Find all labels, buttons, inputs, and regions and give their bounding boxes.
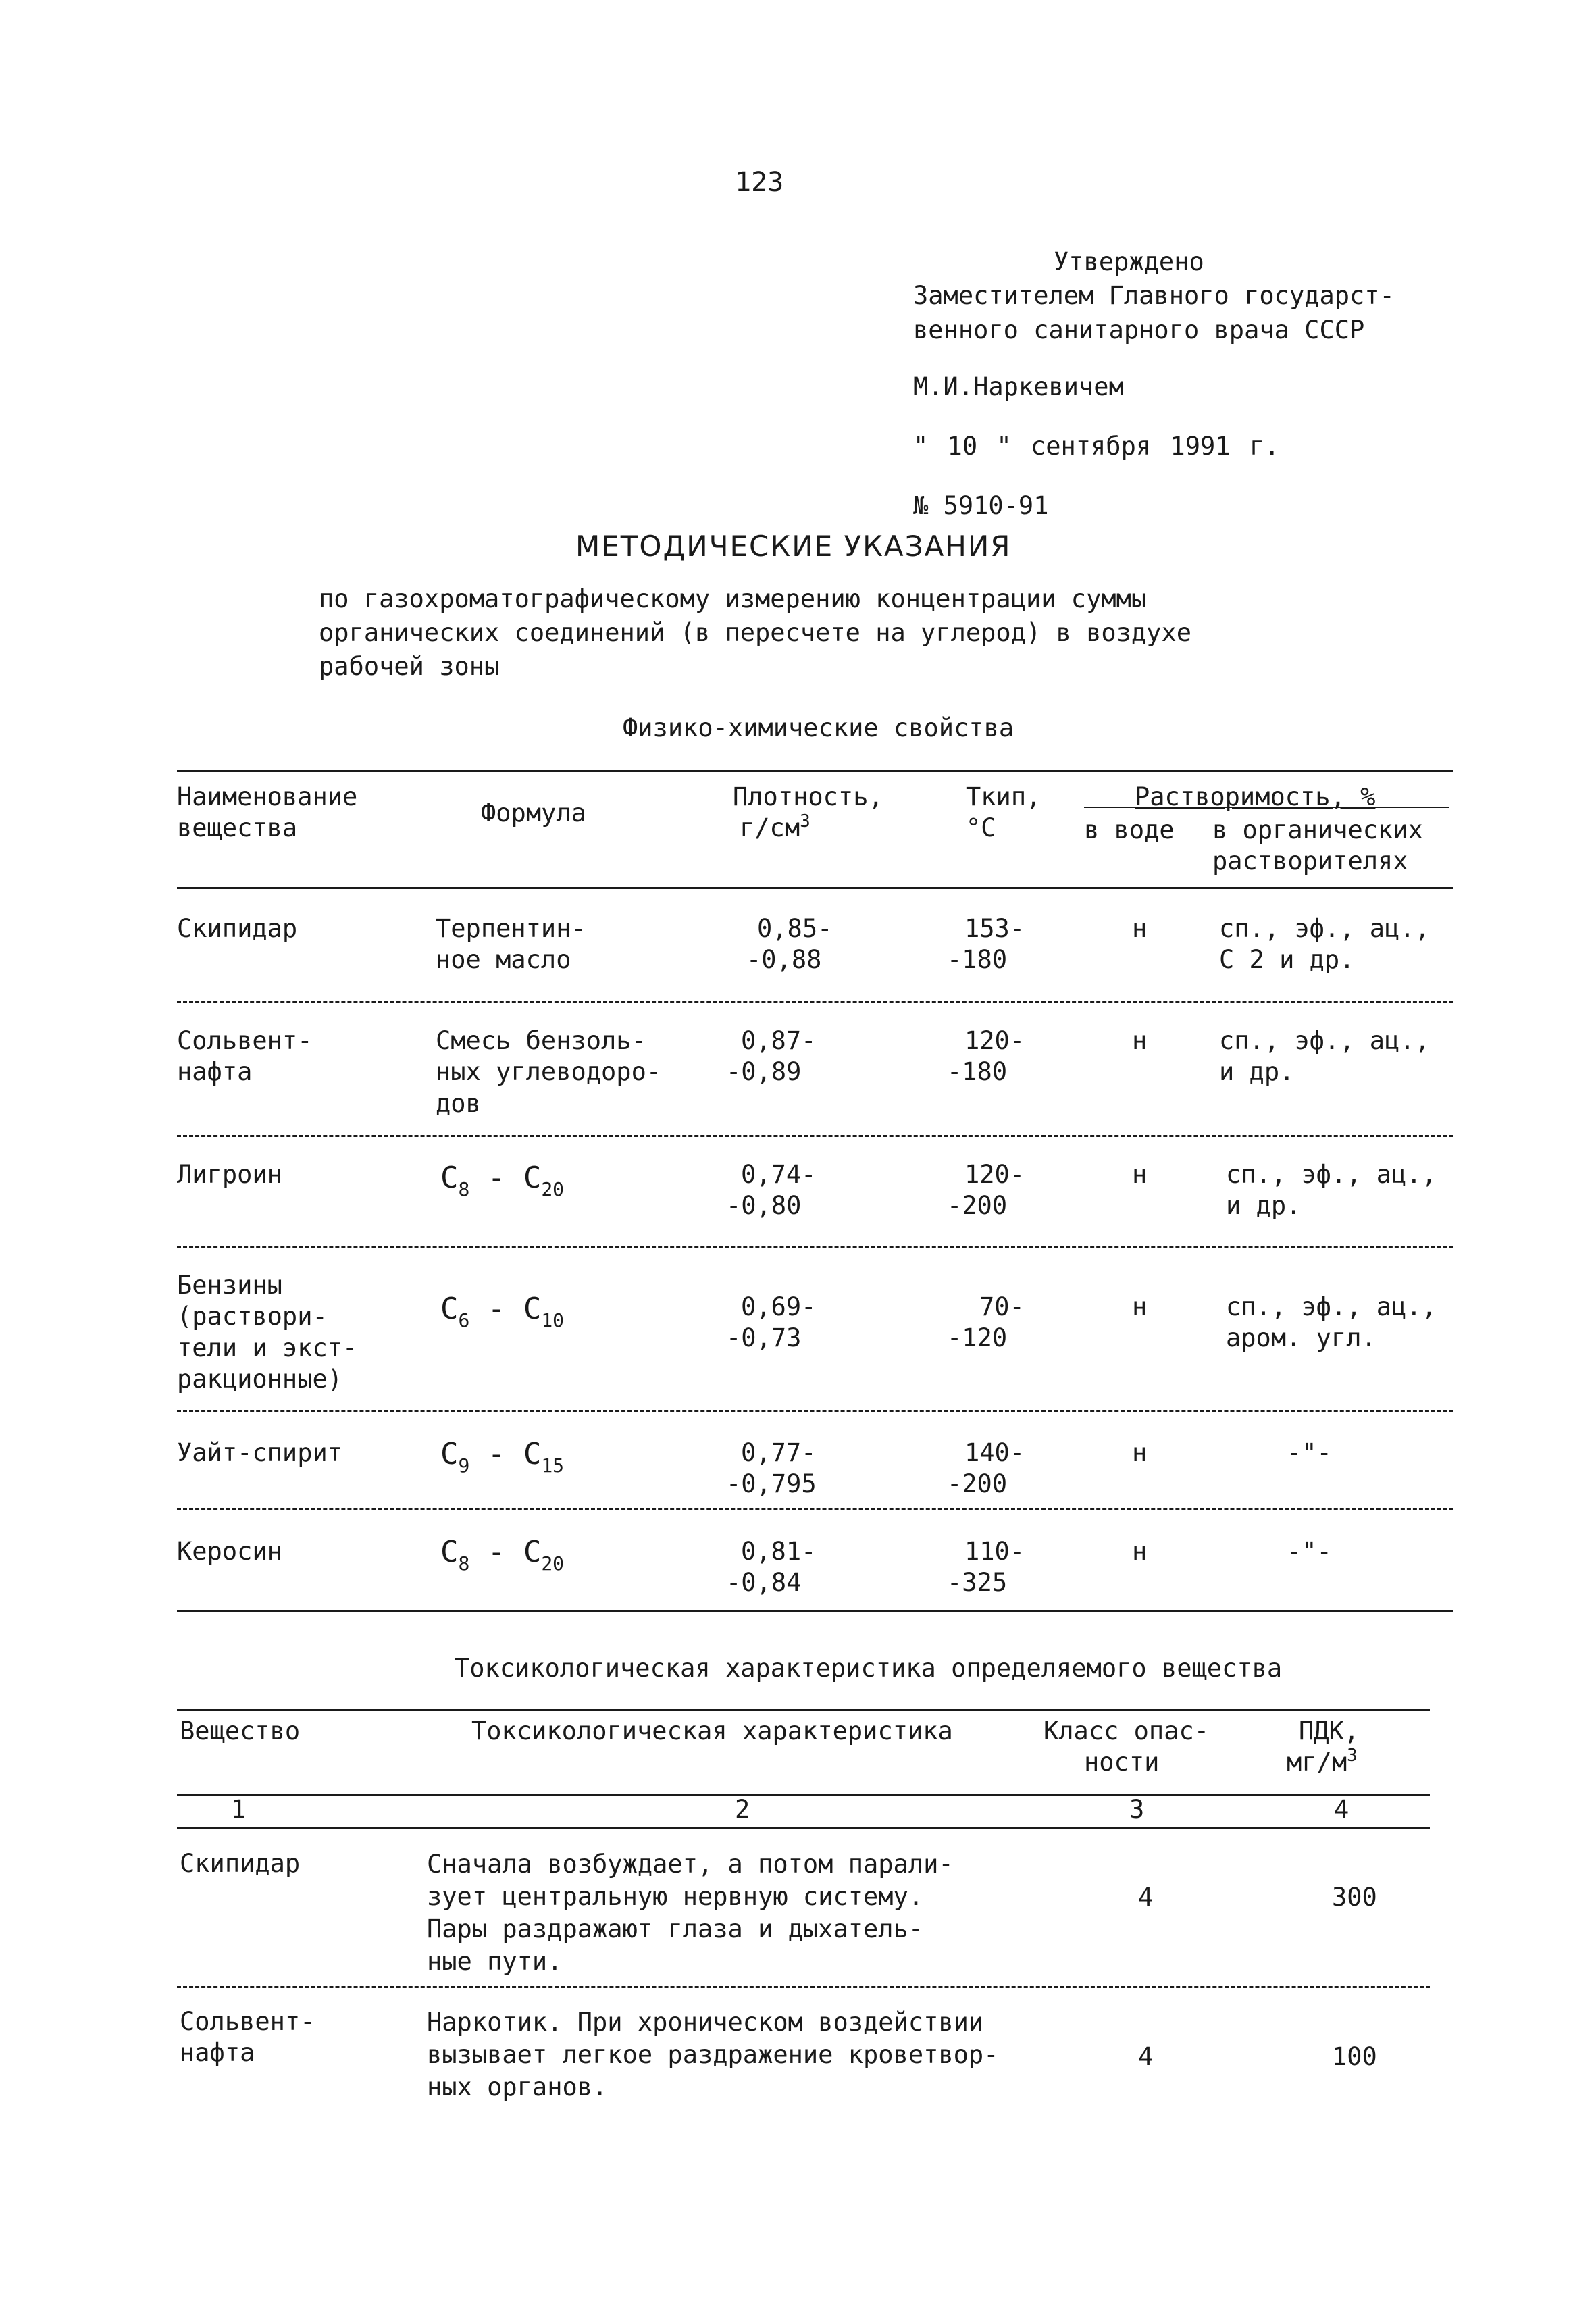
cell-name: Сольвент- нафта	[177, 1026, 313, 1087]
cell-formula: Терпентин- ное масло	[436, 914, 586, 975]
cell-pdk: 100	[1332, 2042, 1377, 2071]
cell-organic: сп., эф., ац., С 2 и др.	[1219, 914, 1430, 975]
row-separator	[177, 1986, 1430, 1988]
row-separator	[177, 1410, 1453, 1412]
cell-boiling-point: 110- -325	[947, 1537, 1025, 1598]
approval-number: № 5910-91	[913, 491, 1049, 521]
document-title: МЕТОДИЧЕСКИЕ УКАЗАНИЯ	[575, 530, 1012, 563]
approval-line: Заместителем Главного государст-	[913, 281, 1395, 311]
header-density: Плотность, $г/см^3$	[733, 782, 883, 843]
cell-formula: $C_6 - C_{10}$	[440, 1292, 565, 1331]
cell-density: 0,87- -0,89	[726, 1026, 817, 1087]
document-subtitle	[319, 582, 1278, 684]
table-rule	[177, 1709, 1430, 1711]
column-number: 2	[735, 1795, 750, 1824]
row-separator	[177, 1001, 1453, 1003]
cell-characteristic: Сначала возбуждает, а потом парали- зует центральную нервную систему. Пары раздражают глаза и дыхатель- ные пути.	[427, 1850, 954, 1977]
cell-name: Бензины (раствори- тели и экст- ракционные)	[177, 1271, 358, 1394]
header-characteristic: Токсикологическая характеристика	[471, 1717, 953, 1746]
cell-name: Керосин	[177, 1537, 282, 1566]
table-rule	[177, 1610, 1453, 1612]
cell-class: 4	[1138, 1883, 1154, 1912]
row-separator	[177, 1135, 1453, 1137]
header-pdk: ПДК, $мг/м^3$	[1287, 1717, 1360, 1777]
header-formula: Формула	[481, 798, 586, 828]
approval-line: М.И.Наркевичем	[913, 372, 1124, 401]
approval-date: " 10 " сентября 1991 г.	[913, 432, 1280, 461]
cell-organic: сп., эф., ац., и др.	[1226, 1160, 1437, 1221]
cell-boiling-point: 153- -180	[947, 914, 1025, 975]
cell-organic: сп., эф., ац., и др.	[1219, 1026, 1430, 1087]
table-rule	[177, 1794, 1430, 1796]
cell-density: 0,77- -0,795	[726, 1438, 817, 1499]
approval-line: Утверждено	[1054, 247, 1204, 276]
cell-organic: -"-	[1287, 1537, 1332, 1566]
cell-name: Скипидар	[177, 914, 298, 943]
cell-formula: $C_8 - C_{20}$	[440, 1535, 565, 1575]
cell-boiling-point: 70- -120	[947, 1292, 1025, 1353]
cell-organic: сп., эф., ац., аром. угл.	[1226, 1292, 1437, 1353]
cell-name: Лигроин	[177, 1160, 282, 1189]
cell-name: Уайт-спирит	[177, 1438, 343, 1467]
toxicology-table-caption: Токсикологическая характеристика определяемого вещества	[455, 1654, 1283, 1683]
table-rule	[177, 1827, 1430, 1829]
cell-density: 0,69- -0,73	[726, 1292, 817, 1353]
header-underline	[1084, 807, 1449, 808]
header-solubility: Растворимость, %	[1135, 782, 1376, 811]
cell-density: 0,85- -0,88	[746, 914, 833, 975]
cell-water: н	[1132, 1292, 1148, 1321]
cell-organic: -"-	[1287, 1438, 1332, 1467]
cell-water: н	[1132, 1160, 1148, 1189]
header-substance: Вещество	[180, 1717, 301, 1746]
column-number: 1	[231, 1795, 247, 1824]
cell-water: н	[1132, 914, 1148, 943]
subtitle-line: рабочей зоны	[319, 651, 500, 681]
cell-density: 0,81- -0,84	[726, 1537, 817, 1598]
cell-density: 0,74- -0,80	[726, 1160, 817, 1221]
cell-water: н	[1132, 1537, 1148, 1566]
cell-formula: $C_9 - C_{15}$	[440, 1437, 565, 1477]
page-number: 123	[735, 167, 784, 198]
subtitle-line: органических соединений (в пересчете на углерод) в воздухе	[319, 617, 1192, 647]
cell-pdk: 300	[1332, 1883, 1377, 1912]
approval-block	[913, 247, 1395, 522]
table-rule	[177, 887, 1453, 889]
cell-boiling-point: 140- -200	[947, 1438, 1025, 1499]
cell-formula: $C_8 - C_{20}$	[440, 1161, 565, 1200]
cell-class: 4	[1138, 2042, 1154, 2071]
header-name: Наименование вещества	[177, 782, 358, 843]
cell-water: н	[1132, 1438, 1148, 1467]
cell-substance: Сольвент- нафта	[180, 2007, 315, 2068]
table-rule	[177, 770, 1453, 772]
header-boiling-point: Ткип, °С	[966, 782, 1041, 843]
column-number: 4	[1334, 1795, 1349, 1824]
subtitle-line: по газохроматографическому измерению концентрации суммы	[319, 584, 1147, 613]
column-number: 3	[1129, 1795, 1145, 1824]
header-organic: в органических растворителях	[1212, 815, 1423, 876]
cell-substance: Скипидар	[180, 1849, 301, 1878]
cell-water: н	[1132, 1026, 1148, 1055]
cell-characteristic: Наркотик. При хроническом воздействии вызывает легкое раздражение кроветвор- ных органов.	[427, 2008, 999, 2102]
row-separator	[177, 1508, 1453, 1510]
cell-boiling-point: 120- -200	[947, 1160, 1025, 1221]
row-separator	[177, 1246, 1453, 1248]
properties-table-caption: Физико-химические свойства	[623, 713, 1014, 742]
header-water: в воде	[1084, 815, 1175, 844]
approval-line: венного санитарного врача СССР	[913, 315, 1365, 345]
cell-formula: Смесь бензоль- ных углеводоро- дов	[436, 1026, 662, 1118]
cell-boiling-point: 120- -180	[947, 1026, 1025, 1087]
header-class: Класс опас- ности	[1044, 1717, 1210, 1777]
